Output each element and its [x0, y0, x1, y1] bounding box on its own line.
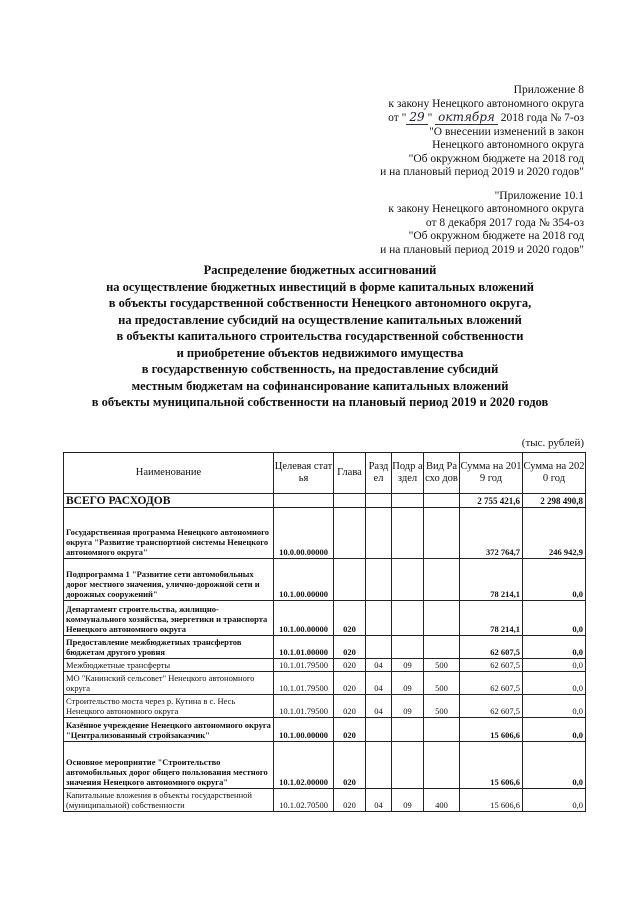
table-row	[64, 718, 586, 742]
target-article-cell: 10.1.01.79500	[274, 695, 334, 718]
title-line: Распределение бюджетных ассигнований	[203, 263, 437, 277]
name-cell: Межбюджетные трансферты	[64, 659, 274, 672]
chapter-cell: 020	[334, 672, 366, 695]
target-article-cell: 10.1.01.79500	[274, 659, 334, 672]
expense-type-cell	[424, 718, 460, 742]
title-line: в объекты государственной собственности Ненецкого автономного округа,	[108, 296, 532, 310]
table-row	[64, 508, 586, 559]
sum-2019-cell: 15 606,6	[460, 718, 523, 742]
annex-line: Приложение 8	[513, 84, 584, 96]
name-cell: Строительство моста через р. Кутина в с. Несь Ненецкого автономного округа	[64, 695, 274, 718]
sum-2019-cell: 62 607,5	[460, 672, 523, 695]
title-line: в объекты муниципальной собственности на плановый период 2019 и 2020 годов	[91, 395, 549, 409]
annex-line: "Об окружном бюджете на 2018 год	[408, 152, 584, 165]
sum-2020-cell: 0,0	[523, 636, 586, 659]
title-line: в государственную собственность, на предоставление субсидий	[141, 362, 499, 376]
name-cell: МО "Канинский сельсовет" Ненецкого автономного округа	[64, 672, 274, 695]
table-row	[64, 789, 586, 812]
target-article-cell: 10.1.02.00000	[274, 742, 334, 789]
sum-2019-cell: 62 607,5	[460, 695, 523, 718]
table-row	[64, 601, 586, 636]
annex-headers	[380, 84, 584, 257]
chapter-cell	[334, 559, 366, 601]
annex-8-header	[380, 84, 584, 180]
subsection-cell: 09	[392, 672, 424, 695]
chapter-cell: 020	[334, 659, 366, 672]
table-row	[64, 742, 586, 789]
chapter-cell: 020	[334, 601, 366, 636]
column-header: Целевая статья	[274, 453, 334, 494]
subsection-cell	[392, 601, 424, 636]
title-line: местным бюджетам на софинансирование капитальных вложений	[131, 378, 509, 393]
sum-2019-cell: 372 764,7	[460, 508, 523, 559]
expense-type-cell	[424, 508, 460, 559]
subsection-cell	[392, 718, 424, 742]
handwritten-month: октября	[435, 110, 498, 125]
column-header: Вид Расхо дов	[424, 453, 460, 494]
sum-2019-cell: 15 606,6	[460, 742, 523, 789]
column-header: Наименование	[64, 453, 274, 494]
units-label: (тыс. рублей)	[521, 437, 584, 449]
section-cell	[366, 508, 392, 559]
table-row	[64, 636, 586, 659]
table-row	[64, 672, 586, 695]
chapter-cell: 020	[334, 636, 366, 659]
expense-type-cell	[424, 742, 460, 789]
table-row	[64, 695, 586, 718]
sum-2020-cell: 0,0	[523, 718, 586, 742]
column-header: Подр аздел	[392, 453, 424, 494]
target-article-cell: 10.1.01.00000	[274, 636, 334, 659]
budget-table	[63, 452, 586, 812]
chapter-cell: 020	[334, 718, 366, 742]
title-line: в объекты капитального строительства государственной собственности	[116, 329, 524, 343]
name-cell: ВСЕГО РАСХОДОВ	[64, 494, 274, 508]
table-row	[64, 559, 586, 601]
annex-date: от " 29 " октября 2018 года № 7-оз	[388, 110, 584, 124]
title-line: на предоставление субсидий на осуществление капитальных вложений	[118, 312, 522, 327]
sum-2019-cell: 78 214,1	[460, 559, 523, 601]
sum-2020-cell: 0,0	[523, 695, 586, 718]
subsection-cell	[392, 742, 424, 789]
chapter-cell: 020	[334, 742, 366, 789]
sum-2019-cell: 2 755 421,6	[460, 494, 523, 508]
sum-2019-cell: 15 606,6	[460, 789, 523, 812]
sum-2020-cell: 0,0	[523, 789, 586, 812]
annex-line: и на плановый период 2019 и 2020 годов"	[380, 166, 584, 178]
section-cell: 04	[366, 789, 392, 812]
subsection-cell: 09	[392, 695, 424, 718]
total-row	[64, 494, 586, 508]
target-article-cell: 10.1.02.70500	[274, 789, 334, 812]
subsection-cell	[392, 508, 424, 559]
sum-2020-cell: 246 942,9	[523, 508, 586, 559]
sum-2020-cell: 0,0	[523, 672, 586, 695]
sum-2020-cell: 2 298 490,8	[523, 494, 586, 508]
expense-type-cell	[424, 559, 460, 601]
column-header: Разд ел	[366, 453, 392, 494]
subsection-cell	[392, 559, 424, 601]
sum-2019-cell: 62 607,5	[460, 636, 523, 659]
chapter-cell: 020	[334, 789, 366, 812]
annex-line: к закону Ненецкого автономного округа	[388, 97, 584, 110]
subsection-cell: 09	[392, 789, 424, 812]
sum-2019-cell: 62 607,5	[460, 659, 523, 672]
annex-line: к закону Ненецкого автономного округа	[388, 203, 584, 215]
name-cell: Казённое учреждение Ненецкого автономного округа "Централизованный стройзаказчик"	[64, 718, 274, 742]
expense-type-cell: 400	[424, 789, 460, 812]
column-header: Сумма на 2020 год	[523, 453, 586, 494]
section-cell: 04	[366, 659, 392, 672]
sum-2020-cell: 0,0	[523, 659, 586, 672]
section-cell	[366, 636, 392, 659]
expense-type-cell: 500	[424, 695, 460, 718]
name-cell: Капитальные вложения в объекты государственной (муниципальной) собственности	[64, 789, 274, 812]
target-article-cell: 10.1.00.00000	[274, 559, 334, 601]
name-cell: Предоставление межбюджетных трансфертов бюджетам другого уровня	[64, 636, 274, 659]
name-cell: Основное мероприятие "Строительство автомобильных дорог общего пользования местного значения Ненецкого автономного округа"	[64, 742, 274, 789]
expense-type-cell: 500	[424, 672, 460, 695]
annex-line: и на плановый период 2019 и 2020 годов"	[380, 243, 584, 256]
sum-2020-cell: 0,0	[523, 559, 586, 601]
section-cell	[366, 559, 392, 601]
annex-line: "Приложение 10.1	[494, 189, 584, 202]
section-cell: 04	[366, 695, 392, 718]
section-cell	[366, 742, 392, 789]
target-article-cell: 10.1.00.00000	[274, 718, 334, 742]
target-article-cell	[274, 494, 334, 508]
annex-line: от 8 декабря 2017 года № 354-оз	[425, 216, 584, 229]
annex-10-1-header	[380, 190, 584, 258]
column-header: Глава	[334, 453, 366, 494]
subsection-cell	[392, 494, 424, 508]
name-cell: Подпрограмма 1 "Развитие сети автомобильных дорог местного значения, улично-дорожной сети и дорожных сооружений"	[64, 559, 274, 601]
annex-line: Ненецкого автономного округа	[432, 139, 584, 151]
table-header-row	[64, 453, 586, 494]
column-header: Сумма на 2019 год	[460, 453, 523, 494]
expense-type-cell	[424, 636, 460, 659]
section-cell	[366, 718, 392, 742]
name-cell: Государственная программа Ненецкого автономного округа "Развитие транспортной системы Ненецкого автономного округа"	[64, 508, 274, 559]
title-line: на осуществление бюджетных инвестиций в форме капитальных вложений	[106, 279, 534, 294]
section-cell	[366, 494, 392, 508]
target-article-cell: 10.0.00.00000	[274, 508, 334, 559]
annex-line: "О внесении изменений в закон	[429, 125, 584, 138]
chapter-cell	[334, 508, 366, 559]
expense-type-cell: 500	[424, 659, 460, 672]
sum-2020-cell: 0,0	[523, 742, 586, 789]
target-article-cell: 10.1.01.79500	[274, 672, 334, 695]
expense-type-cell	[424, 494, 460, 508]
title-line: и приобретение объектов недвижимого имущества	[176, 345, 464, 360]
document-title	[40, 262, 600, 411]
table-row	[64, 659, 586, 672]
subsection-cell	[392, 636, 424, 659]
sum-2020-cell: 0,0	[523, 601, 586, 636]
handwritten-day: 29	[406, 110, 427, 125]
chapter-cell	[334, 494, 366, 508]
section-cell	[366, 601, 392, 636]
target-article-cell: 10.1.00.00000	[274, 601, 334, 636]
annex-line: "Об окружном бюджете на 2018 год	[408, 230, 584, 242]
expense-type-cell	[424, 601, 460, 636]
subsection-cell: 09	[392, 659, 424, 672]
section-cell: 04	[366, 672, 392, 695]
chapter-cell: 020	[334, 695, 366, 718]
name-cell: Департамент строительства, жилищно-коммунального хозяйства, энергетики и транспорта Ненецкого автономного округа	[64, 601, 274, 636]
sum-2019-cell: 78 214,1	[460, 601, 523, 636]
